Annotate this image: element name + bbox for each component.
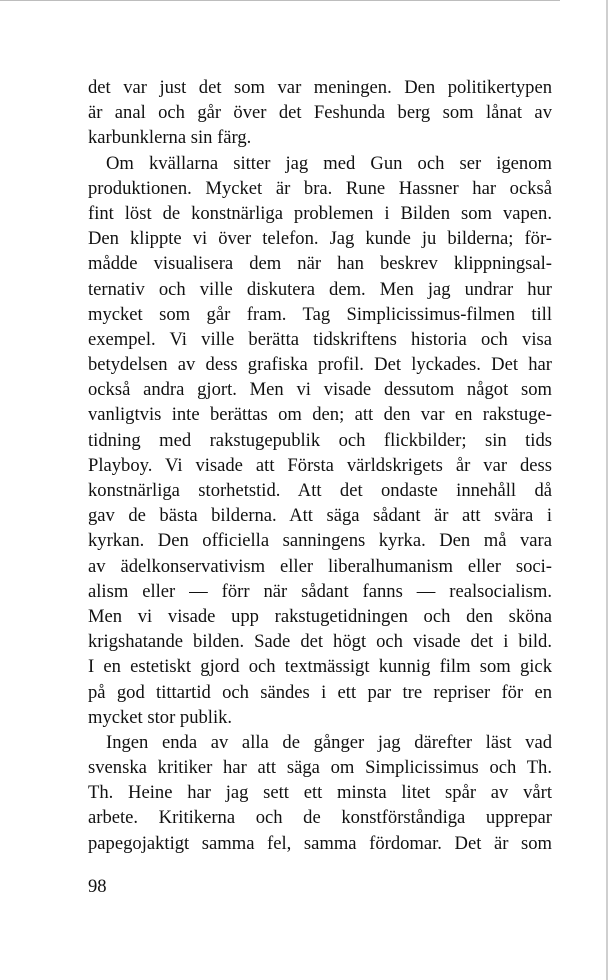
text-line: betydelsen av dess grafiska profil. Det lyckades. Det har: [88, 354, 552, 376]
text-line: karbunklerna sin färg.: [88, 127, 252, 149]
text-line: exempel. Vi ville berätta tidskriftens historia och visa: [88, 328, 552, 350]
text-line: är anal och går över det Feshunda berg som lånat av: [88, 102, 552, 124]
text-line: arbete. Kritikerna och de konstförståndiga upprepar: [88, 807, 552, 829]
page-top-rule: [0, 0, 560, 1]
text-line: av ädelkonservativism eller liberalhumanism eller soci-: [88, 555, 552, 577]
text-line: ternativ och ville diskutera dem. Men jag undrar hur: [88, 278, 552, 300]
text-line: gav de bästa bilderna. Att säga sådant är att svära i: [88, 505, 552, 527]
text-line: mådde visualisera dem när han beskrev klippningsal-: [88, 253, 552, 275]
text-line: också andra gjort. Men vi visade dessutom något som: [88, 379, 552, 401]
text-line: Th. Heine har jag sett ett minsta litet spår av vårt: [88, 782, 552, 804]
text-line: Ingen enda av alla de gånger jag därefter läst vad: [106, 731, 552, 753]
text-line: I en estetiskt gjord och textmässigt kunnig film som gick: [88, 656, 552, 678]
body-text: [88, 75, 552, 856]
text-line: på god tittartid och sändes i ett par tre repriser för en: [88, 681, 552, 703]
text-line: produktionen. Mycket är bra. Rune Hassner har också: [88, 177, 552, 199]
text-line: svenska kritiker har att säga om Simplicissimus och Th.: [88, 757, 552, 779]
text-line: mycket som går fram. Tag Simplicissimus-filmen till: [88, 303, 552, 325]
text-line: vanligtvis inte berättas om den; att den var en rakstuge-: [88, 404, 552, 426]
text-line: kyrkan. Den officiella sanningens kyrka. Den må vara: [88, 530, 552, 552]
text-line: Om kvällarna sitter jag med Gun och ser igenom: [106, 152, 552, 174]
text-line: mycket stor publik.: [88, 706, 233, 728]
text-line: det var just det som var meningen. Den politikertypen: [88, 77, 552, 98]
text-line: konstnärliga storhetstid. Att det ondaste innehåll då: [88, 480, 552, 501]
text-line: papegojaktigt samma fel, samma fördomar. Det är som: [88, 832, 552, 854]
text-line: Playboy. Vi visade att Första världskrigets år var dess: [88, 454, 552, 476]
text-line: krigshatande bilden. Sade det högt och visade det i bild.: [88, 631, 552, 653]
text-line: Den klippte vi över telefon. Jag kunde ju bilderna; för-: [88, 228, 552, 250]
page-number: 98: [88, 876, 107, 897]
text-line: alism eller — förr när sådant fanns — realsocialism.: [88, 580, 552, 602]
text-line: fint löst de konstnärliga problemen i Bilden som vapen.: [88, 202, 552, 224]
text-line: tidning med rakstugepublik och flickbilder; sin tids: [88, 429, 552, 451]
text-line: Men vi visade upp rakstugetidningen och den sköna: [88, 605, 552, 627]
